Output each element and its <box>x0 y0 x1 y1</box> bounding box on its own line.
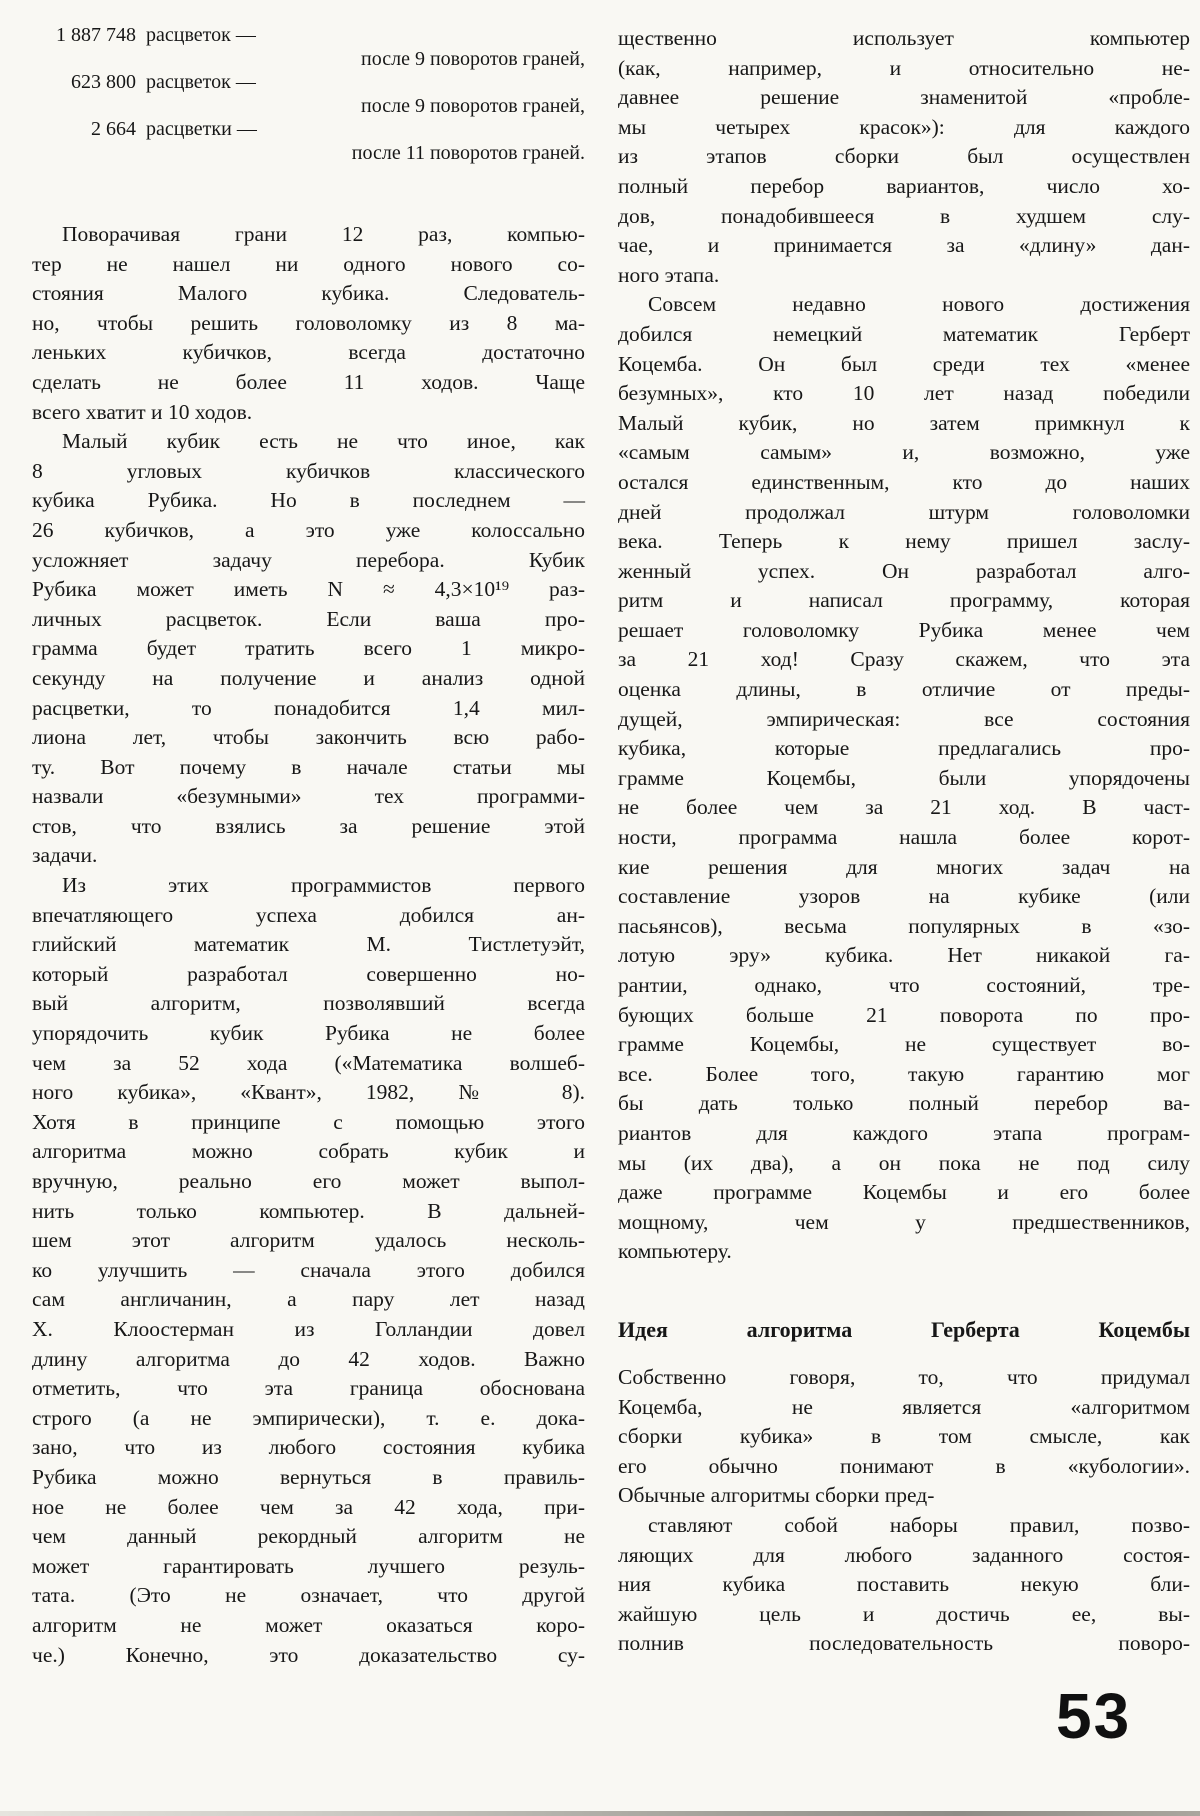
stat-detail: после 9 поворотов граней, <box>361 94 585 117</box>
text-line: Поворачивая грани 12 раз, компью- <box>62 222 585 246</box>
text-line: чем за 52 хода («Математика волшеб- <box>32 1050 585 1075</box>
paragraph <box>618 24 1190 290</box>
stat-label: расцветки — <box>146 118 257 141</box>
text-line: шем этот алгоритм удалось несколь- <box>32 1228 585 1253</box>
text-line: сделать не более 11 ходов. Чаще <box>32 369 585 394</box>
text-line: леньких кубичков, всегда достаточно <box>32 340 585 365</box>
stat-label: расцветок — <box>146 24 256 46</box>
text-line: стояния Малого кубика. Следователь- <box>32 281 585 306</box>
text-line: длину алгоритма до 42 ходов. Важно <box>32 1346 585 1371</box>
text-line: может гарантировать лучшего резуль- <box>32 1553 585 1578</box>
paragraph <box>32 427 585 871</box>
text-line: не более чем за 21 ход. В част- <box>618 795 1190 820</box>
text-line: Малый кубик есть не что иное, как <box>62 429 585 454</box>
text-line: который разработал совершенно но- <box>32 961 585 986</box>
paragraph <box>618 1511 1190 1659</box>
text-line: Рубика может иметь N ≈ 4,3×10¹⁹ раз- <box>32 577 585 602</box>
text-line: компьютеру. <box>618 1239 732 1264</box>
text-line: сборки кубика» в том смысле, как <box>618 1424 1190 1449</box>
stat-line <box>32 24 585 48</box>
text-line: кубика, которые предлагались про- <box>618 736 1190 761</box>
text-line: ного этапа. <box>618 262 720 287</box>
text-line: жайшую цель и достичь ее, вы- <box>618 1601 1190 1626</box>
text-line: личных расцветок. Если ваша про- <box>32 606 585 631</box>
text-line: дов, понадобившееся в худшем слу- <box>618 203 1190 228</box>
text-line: ния кубика поставить некую бли- <box>618 1572 1190 1597</box>
paragraph <box>618 290 1190 1267</box>
text-line: добился немецкий математик Герберт <box>618 321 1190 346</box>
paragraph <box>618 1363 1190 1511</box>
text-line: Х. Клоостерман из Голландии довел <box>32 1316 585 1341</box>
text-line: строго (а не эмпирически), т. е. дока- <box>32 1405 585 1430</box>
text-line: Обычные алгоритмы сборки пред- <box>618 1483 935 1508</box>
text-line: пасьянсов), весьма популярных в «зо- <box>618 913 1190 938</box>
text-line: Хотя в принципе с помощью этого <box>32 1109 585 1134</box>
text-line: давнее решение знаменитой «пробле- <box>618 85 1190 110</box>
text-line: за 21 ход! Сразу скажем, что эта <box>618 647 1190 672</box>
text-line: Собственно говоря, то, что придумал <box>618 1364 1190 1389</box>
text-line: бующих больше 21 поворота по про- <box>618 1002 1190 1027</box>
text-line: секунду на получение и анализ одной <box>32 665 585 690</box>
text-line: 8 угловых кубичков классического <box>32 458 585 483</box>
left-column <box>32 220 585 1670</box>
text-line: ко улучшить — сначала этого добился <box>32 1257 585 1282</box>
color-counts-block <box>32 24 585 166</box>
text-line: Совсем недавно нового достижения <box>648 292 1190 317</box>
text-line: мы четырех красок»): для каждого <box>618 114 1190 139</box>
text-line: Из этих программистов первого <box>62 873 585 898</box>
text-line: решает головоломку Рубика менее чем <box>618 617 1190 642</box>
text-line: зано, что из любого состояния кубика <box>32 1435 585 1460</box>
text-line: ритм и написал программу, которая <box>618 588 1190 613</box>
text-line: века. Теперь к нему пришел заслу- <box>618 529 1190 554</box>
text-line: мы (их два), а он пока не под силу <box>618 1150 1190 1175</box>
text-line: Рубика можно вернуться в правиль- <box>32 1464 585 1489</box>
text-line: даже программе Коцембы и его более <box>618 1180 1190 1205</box>
text-line: Малый кубик, но затем примкнул к <box>618 410 1190 435</box>
text-line: но, чтобы решить головоломку из 8 ма- <box>32 310 585 335</box>
text-line: все. Более того, такую гарантию мог <box>618 1061 1190 1086</box>
text-line: бы дать только полный перебор ва- <box>618 1091 1190 1116</box>
text-line: дущей, эмпирическая: все состояния <box>618 706 1190 731</box>
text-line: остался единственным, кто до наших <box>618 469 1190 494</box>
text-line: мощному, чем у предшественников, <box>618 1209 1190 1234</box>
text-line: кие решения для многих задач на <box>618 854 1190 879</box>
text-line: щественно использует компьютер <box>618 26 1190 50</box>
text-line: тер не нашел ни одного нового со- <box>32 251 585 276</box>
text-line: полный перебор вариантов, число хо- <box>618 173 1190 198</box>
stat-label: расцветок — <box>146 71 256 94</box>
stat-number: 623 800 <box>71 71 136 94</box>
page-number: 53 <box>1056 1680 1132 1752</box>
text-line: грамме Коцембы, не существует во- <box>618 1032 1190 1057</box>
stat-detail: после 11 поворотов граней. <box>351 141 585 164</box>
text-line: вручную, реально его может выпол- <box>32 1169 585 1193</box>
text-line: риантов для каждого этапа програм- <box>618 1120 1190 1145</box>
text-line: ного кубика», «Квант», 1982, № 8). <box>32 1080 585 1105</box>
text-line: рантии, однако, что состояний, тре- <box>618 973 1190 997</box>
text-line: грамме Коцембы, были упорядочены <box>618 765 1190 790</box>
text-line: лотую эру» кубика. Нет никакой га- <box>618 943 1190 968</box>
text-line: составление узоров на кубике (или <box>618 884 1190 909</box>
stat-line <box>32 118 585 142</box>
paragraph <box>32 220 585 427</box>
text-line: дней продолжал штурм головоломки <box>618 499 1190 524</box>
text-line: усложняет задачу перебора. Кубик <box>32 547 585 572</box>
text-line: его обычно понимают в «кубологии». <box>618 1453 1190 1478</box>
paragraph <box>32 871 585 1670</box>
text-line: Коцемба. Он был среди тех «менее <box>618 351 1190 376</box>
text-line: сам англичанин, а пару лет назад <box>32 1287 585 1312</box>
text-line: чем данный рекордный алгоритм не <box>32 1524 585 1549</box>
text-line: оценка длины, в отличие от преды- <box>618 677 1190 702</box>
text-line: лиона лет, чтобы закончить всю рабо- <box>32 725 585 750</box>
text-line: вый алгоритм, позволявший всегда <box>32 991 585 1016</box>
text-line: нить только компьютер. В дальней- <box>32 1198 585 1223</box>
text-line: всего хватит и 10 ходов. <box>32 399 253 424</box>
text-line: «самым самым» и, возможно, уже <box>618 440 1190 465</box>
text-line: безумных», кто 10 лет назад победили <box>618 381 1190 406</box>
text-line: стов, что взялись за решение этой <box>32 813 585 838</box>
stat-number: 2 664 <box>91 118 136 141</box>
stat-line <box>32 71 585 95</box>
text-line: назвали «безумными» тех программи- <box>32 784 585 809</box>
stat-detail: после 9 поворотов граней, <box>361 47 585 70</box>
text-line: алгоритм не может оказаться коро- <box>32 1612 585 1637</box>
right-column <box>618 24 1190 1659</box>
text-line: тата. (Это не означает, что другой <box>32 1583 585 1608</box>
text-line: расцветки, то понадобится 1,4 мил- <box>32 695 585 720</box>
text-line: алгоритма можно собрать кубик и <box>32 1139 585 1164</box>
text-line: глийский математик М. Тистлетуэйт, <box>32 932 585 957</box>
text-line: 26 кубичков, а это уже колоссально <box>32 517 585 542</box>
section-heading: Идея алгоритма Герберта Коцембы <box>618 1316 1190 1342</box>
text-line: Коцемба, не является «алгоритмом <box>618 1394 1190 1419</box>
text-line: ности, программа нашла более корот- <box>618 825 1190 850</box>
text-line: полнив последовательность поворо- <box>618 1631 1190 1656</box>
text-line: ное не более чем за 42 хода, при- <box>32 1494 585 1519</box>
text-line: чае, и принимается за «длину» дан- <box>618 233 1190 258</box>
text-line: грамма будет тратить всего 1 микро- <box>32 636 585 661</box>
text-line: упорядочить кубик Рубика не более <box>32 1021 585 1046</box>
text-line: ляющих для любого заданного состоя- <box>618 1542 1190 1567</box>
text-line: ту. Вот почему в начале статьи мы <box>32 754 585 779</box>
stat-number: 1 887 748 <box>56 24 136 46</box>
text-line: че.) Конечно, это доказательство су- <box>32 1642 585 1667</box>
text-line: женный успех. Он разработал алго- <box>618 558 1190 583</box>
scan-edge-strip <box>0 1811 1200 1816</box>
text-line: (как, например, и относительно не- <box>618 55 1190 80</box>
text-line: кубика Рубика. Но в последнем — <box>32 488 585 513</box>
text-line: задачи. <box>32 843 98 868</box>
text-line: из этапов сборки был осуществлен <box>618 144 1190 169</box>
text-line: впечатляющего успеха добился ан- <box>32 902 585 927</box>
text-line: отметить, что эта граница обоснована <box>32 1376 585 1401</box>
text-line: ставляют собой наборы правил, позво- <box>648 1512 1190 1537</box>
